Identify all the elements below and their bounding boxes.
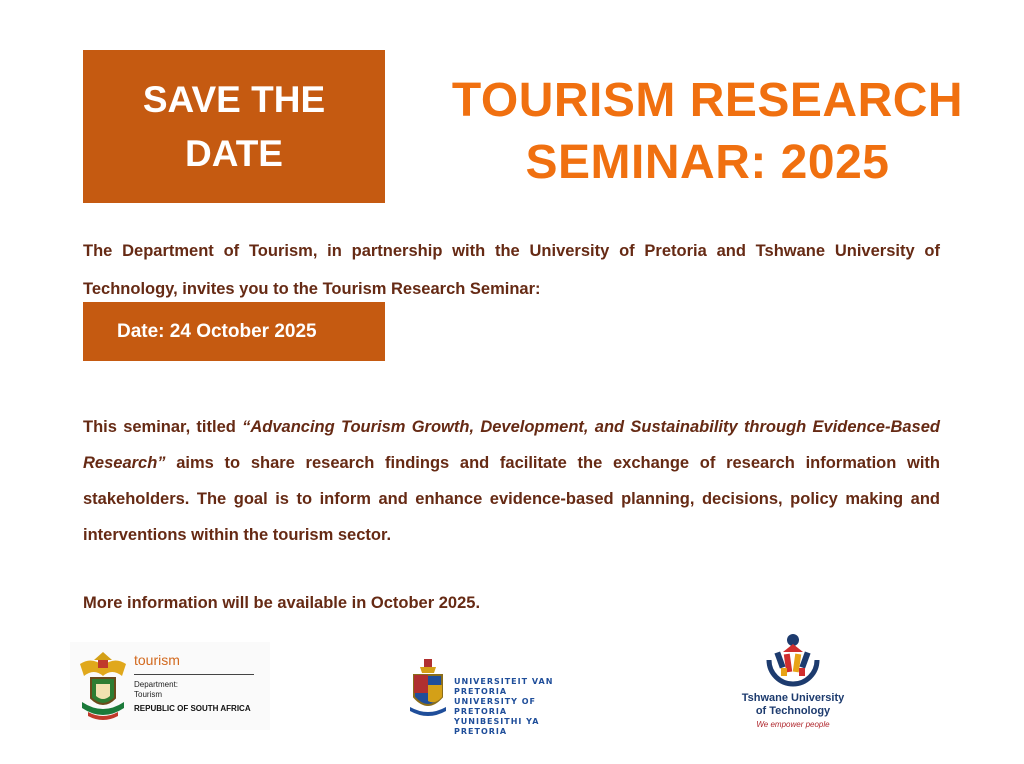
up-crest-icon [408, 657, 448, 717]
event-title: TOURISM RESEARCH SEMINAR: 2025 [451, 74, 964, 189]
tut-emblem-icon [763, 632, 823, 690]
event-date: Date: 24 October 2025 [117, 320, 317, 342]
up-name-lines: UNIVERSITEIT VAN PRETORIA UNIVERSITY OF PRETORIA YUNIBESITHI YA PRETORIA [454, 677, 554, 736]
save-the-date-banner [83, 50, 385, 203]
seminar-title-quote: “Advancing Tourism Growth, Development, and Sustainability through Evidence-Based Research” [83, 418, 940, 472]
tut-name: Tshwane University of Technology [741, 692, 845, 717]
department-of-tourism-logo: tourism Department: Tourism REPUBLIC OF SOUTH AFRICA [70, 642, 270, 730]
date-banner [83, 302, 385, 361]
tourism-wordmark: tourism [134, 652, 180, 668]
tut-tagline: We empower people [756, 720, 830, 729]
seminar-description: This seminar, titled “Advancing Tourism Growth, Development, and Sustainability through Evidence-Based Research” aims to share research findings and facilitate the exchange of research information with stakeholders. The goal is to inform and enhance evidence-based planning, decisions, policy making and interventions within the tourism sector. [83, 418, 940, 544]
tourism-divider [134, 674, 254, 675]
more-info-note: More information will be available in October 2025. [83, 594, 481, 612]
university-of-pretoria-logo [408, 657, 588, 736]
intro-paragraph: The Department of Tourism, in partnership with the University of Pretoria and Tshwane University of Technology, invites you to the Tourism Research Seminar: [83, 242, 940, 298]
save-the-date-text: SAVE THE DATE [142, 78, 326, 174]
coat-of-arms-icon [74, 646, 132, 728]
tshwane-university-of-technology-logo [728, 632, 858, 732]
